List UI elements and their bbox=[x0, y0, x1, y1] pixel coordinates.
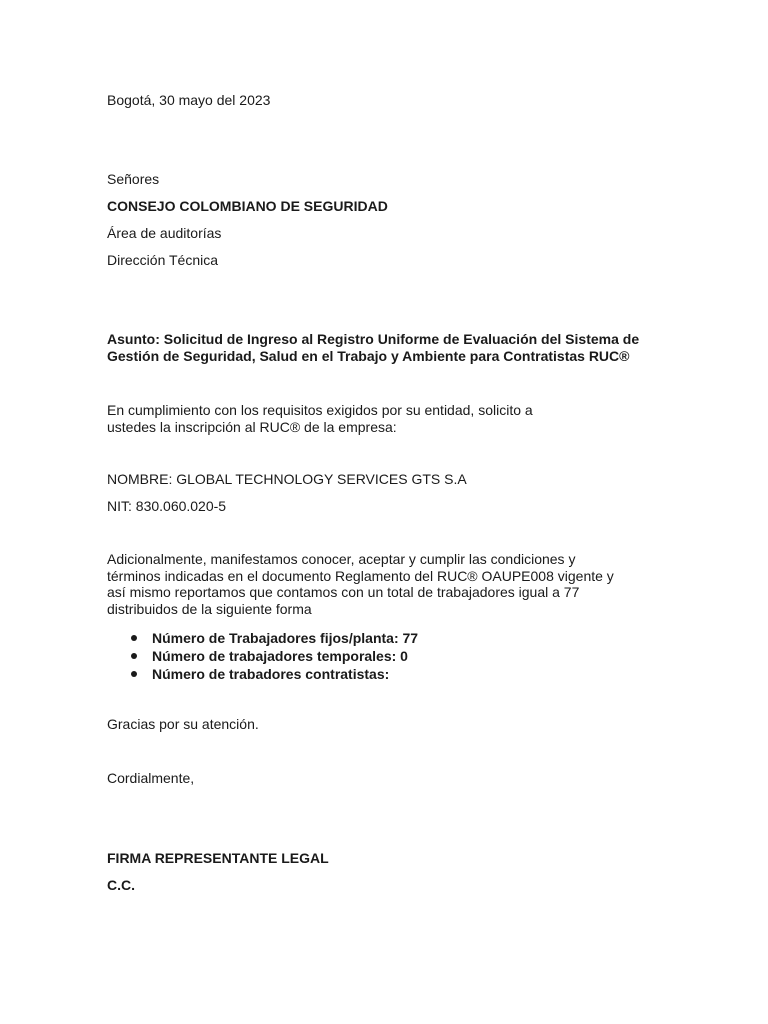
recipient-department: Dirección Técnica bbox=[107, 252, 219, 268]
recipient-area: Área de auditorías bbox=[107, 225, 222, 241]
salutation: Señores bbox=[107, 171, 160, 187]
signature-title: FIRMA REPRESENTANTE LEGAL bbox=[107, 850, 329, 866]
recipient-organization: CONSEJO COLOMBIANO DE SEGURIDAD bbox=[107, 198, 388, 214]
list-item: Número de trabadores contratistas: bbox=[107, 665, 418, 683]
list-item: Número de Trabajadores fijos/planta: 77 bbox=[107, 629, 418, 647]
intro-paragraph: En cumplimiento con los requisitos exigidos por su entidad, solicito a ustedes la inscripción al RUC® de la empresa: bbox=[107, 402, 533, 435]
list-item: Número de trabajadores temporales: 0 bbox=[107, 647, 418, 665]
workers-list bbox=[107, 629, 418, 683]
subject-line: Asunto: Solicitud de Ingreso al Registro Uniforme de Evaluación del Sistema de Gestión de Seguridad, Salud en el Trabajo y Ambiente para Contratistas RUC® bbox=[107, 331, 640, 364]
thanks-line: Gracias por su atención. bbox=[107, 716, 259, 732]
company-nit: NIT: 830.060.020-5 bbox=[107, 498, 227, 514]
date-line: Bogotá, 30 mayo del 2023 bbox=[107, 92, 271, 108]
company-name: NOMBRE: GLOBAL TECHNOLOGY SERVICES GTS S.A bbox=[107, 471, 467, 487]
additional-paragraph: Adicionalmente, manifestamos conocer, aceptar y cumplir las condiciones y términos indicadas en el documento Reglamento del RUC® OAUPE008 vigente y así mismo reportamos que contamos con un total de trabajadores igual a 77 distribuidos de la siguiente forma bbox=[107, 551, 614, 617]
closing-line: Cordialmente, bbox=[107, 770, 195, 786]
signature-id: C.C. bbox=[107, 877, 135, 893]
